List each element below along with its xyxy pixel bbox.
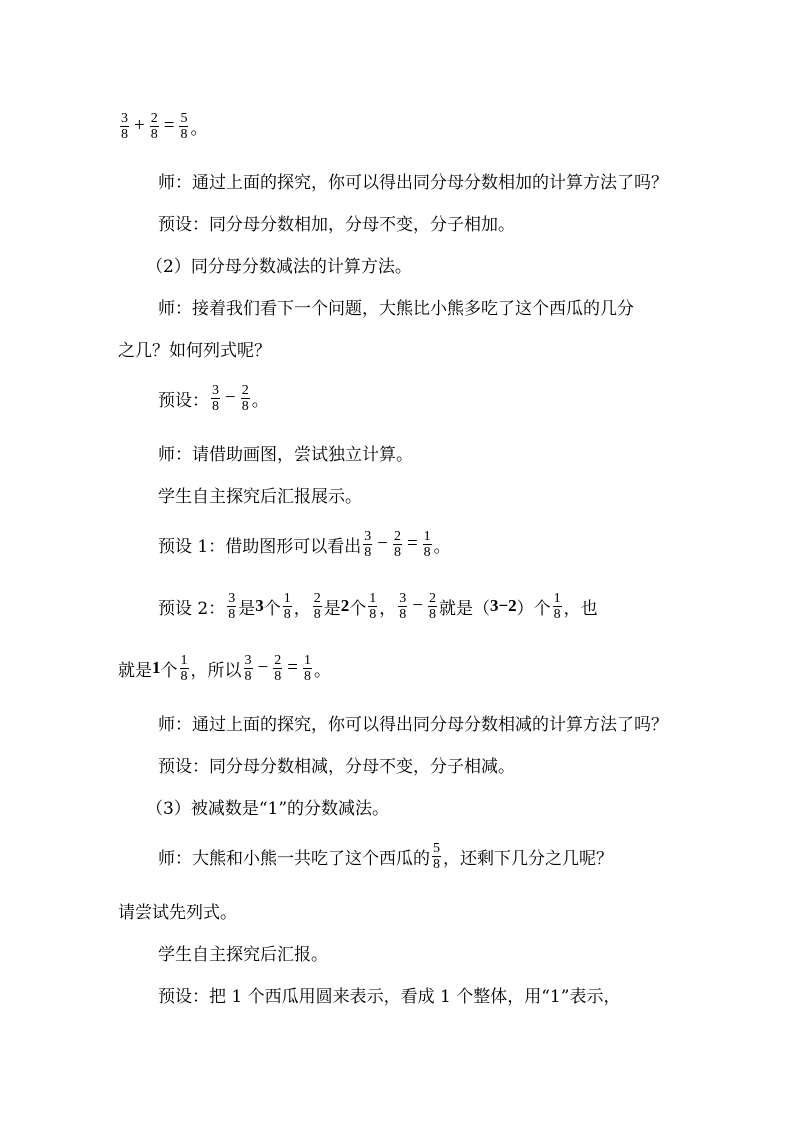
equals-sign: = bbox=[406, 533, 418, 554]
preset-circle-whole: 预设：把 1 个西瓜用圆来表示，看成 1 个整体，用“1”表示， bbox=[158, 986, 621, 1007]
preset-1-graphic: 预设 1：借助图形可以看出 $\frac{3}{8}$ − $\frac{2}{8}$ = $\frac{1}{8}$ 。 bbox=[158, 528, 451, 560]
teacher-instruction: 师：请借助画图，尝试独立计算。 bbox=[158, 444, 413, 465]
fraction: $\frac{3}{8}$ bbox=[364, 528, 372, 560]
fraction: $\frac{3}{8}$ bbox=[244, 652, 252, 684]
fraction: $\frac{1}{8}$ bbox=[553, 590, 561, 622]
fraction: $\frac{3}{8}$ bbox=[121, 110, 128, 142]
fraction: $\frac{2}{8}$ bbox=[274, 652, 282, 684]
plus-sign: + bbox=[134, 115, 145, 136]
student-activity: 学生自主探究后汇报展示。 bbox=[158, 486, 362, 507]
teacher-question-addition: 师：通过上面的探究，你可以得出同分母分数相加的计算方法了吗？ bbox=[158, 172, 668, 193]
fraction: $\frac{2}{8}$ bbox=[313, 590, 321, 622]
fraction: $\frac{1}{8}$ bbox=[423, 528, 431, 560]
preset-2-conclusion: 就是 1 个 $\frac{1}{8}$ ，所以 $\frac{3}{8}$ − $\frac{2}{8}$ = $\frac{1}{8}$ 。 bbox=[118, 652, 331, 684]
minus-sign: − bbox=[377, 533, 388, 554]
preset-subtraction-rule: 预设：同分母分数相减，分母不变，分子相减。 bbox=[158, 756, 515, 777]
fraction: $\frac{2}{8}$ bbox=[428, 590, 436, 622]
fraction: $\frac{2}{8}$ bbox=[393, 528, 401, 560]
teacher-question-subtraction: 师：通过上面的探究，你可以得出同分母分数相减的计算方法了吗？ bbox=[158, 714, 668, 735]
section-heading-subtraction: （2）同分母分数减法的计算方法。 bbox=[146, 256, 412, 277]
fraction: $\frac{5}{8}$ bbox=[433, 840, 440, 872]
fraction: $\frac{1}{8}$ bbox=[283, 590, 291, 622]
student-report: 学生自主探究后汇报。 bbox=[158, 944, 328, 965]
preset-addition-rule: 预设：同分母分数相加，分母不变，分子相加。 bbox=[158, 214, 515, 235]
minus-sign: − bbox=[225, 387, 236, 408]
teacher-instruction-formula: 请尝试先列式。 bbox=[118, 902, 237, 923]
minus-sign: − bbox=[257, 657, 269, 678]
fraction: $\frac{1}{8}$ bbox=[180, 652, 188, 684]
section-heading-minuend-one: （3）被减数是“1”的分数减法。 bbox=[146, 798, 390, 819]
equation-addition: $\frac{3}{8}$ + $\frac{2}{8}$ = $\frac{5}{8}$ 。 bbox=[121, 110, 208, 142]
fraction: $\frac{2}{8}$ bbox=[150, 110, 158, 142]
fraction: $\frac{5}{8}$ bbox=[180, 110, 188, 142]
equals-sign: = bbox=[287, 657, 298, 678]
preset-2-units: 预设 2： $\frac{3}{8}$ 是 3 个 $\frac{1}{8}$ ， $\frac{2}{8}$ 是 2 个 $\frac{1}{8}$ ， $\frac{3}{8}$ − $\frac{2}{8}$ 就是（ 3−2 ）个 $\frac{1}{8}$ ，也 bbox=[158, 590, 598, 622]
fraction: $\frac{1}{8}$ bbox=[369, 590, 377, 622]
fraction: $\frac{1}{8}$ bbox=[303, 652, 311, 684]
fraction: $\frac{3}{8}$ bbox=[399, 590, 407, 622]
teacher-question-line2: 之几？如何列式呢？ bbox=[118, 340, 271, 361]
fraction: $\frac{2}{8}$ bbox=[241, 382, 249, 414]
fraction: $\frac{3}{8}$ bbox=[212, 382, 219, 414]
fraction: $\frac{3}{8}$ bbox=[228, 590, 236, 622]
teacher-question-line1: 师：接着我们看下一个问题，大熊比小熊多吃了这个西瓜的几分 bbox=[158, 298, 634, 319]
teacher-question-remaining: 师：大熊和小熊一共吃了这个西瓜的 $\frac{5}{8}$ ，还剩下几分之几呢？ bbox=[158, 840, 613, 872]
minus-sign: − bbox=[412, 595, 423, 616]
preset-subtraction-expression: 预设： $\frac{3}{8}$ − $\frac{2}{8}$ 。 bbox=[158, 382, 269, 414]
equals-sign: = bbox=[163, 115, 175, 136]
